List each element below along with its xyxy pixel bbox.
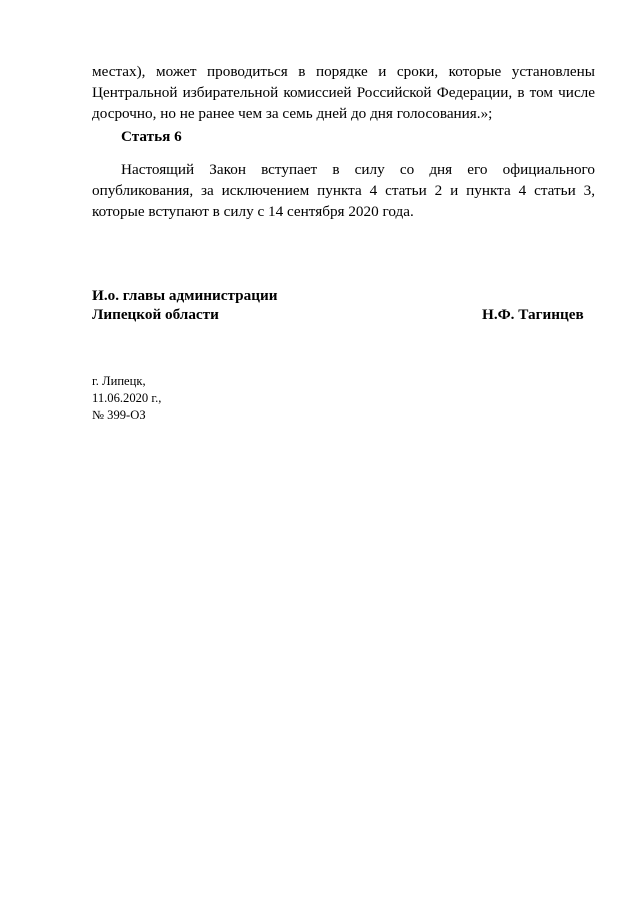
signatory-name: Н.Ф. Тагинцев (482, 306, 584, 323)
signatory-position-line1: И.о. главы администрации (92, 287, 278, 304)
paragraph-line: досрочно, но не ранее чем за семь дней до дня голосования.»; (92, 105, 493, 122)
footer-city: г. Липецк, (92, 374, 146, 388)
footer-number: № 399-ОЗ (92, 408, 146, 422)
signatory-position (92, 286, 277, 324)
article-paragraph (92, 159, 595, 222)
footer-date: 11.06.2020 г., (92, 391, 162, 405)
continuation-paragraph (92, 61, 595, 124)
paragraph-line: которые вступают в силу с 14 сентября 2020 года. (92, 203, 414, 220)
paragraph-line: опубликования, за исключением пункта 4 статьи 2 и пункта 4 статьи 3, (92, 182, 595, 199)
paragraph-line: Центральной избирательной комиссией Российской Федерации, в том числе (92, 84, 595, 101)
signatory-position-line2: Липецкой области (92, 306, 219, 323)
document-footer (92, 373, 161, 424)
paragraph-line: местах), может проводиться в порядке и сроки, которые установлены (92, 63, 595, 80)
article-heading: Статья 6 (121, 128, 182, 145)
paragraph-line: Настоящий Закон вступает в силу со дня его официального (121, 161, 595, 178)
